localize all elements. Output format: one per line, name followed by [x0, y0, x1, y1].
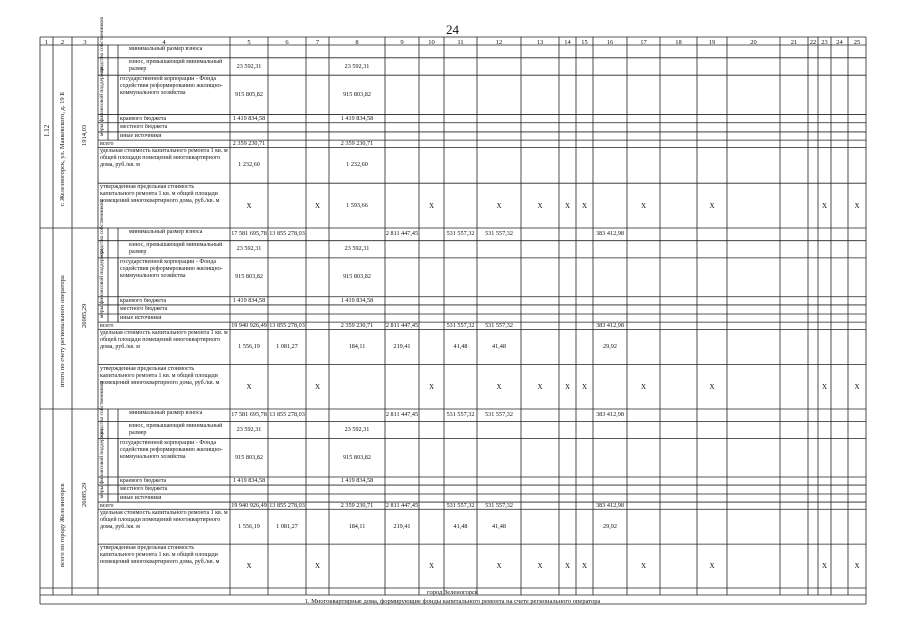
value-cell: 184,11	[348, 343, 366, 350]
column-number: 23	[821, 39, 828, 46]
value-cell: 184,11	[348, 522, 366, 530]
row-label: минимальный размер взноса	[129, 410, 203, 416]
value-cell: 1 419 834,58	[232, 296, 266, 304]
value-cell: 531 557,32	[446, 321, 475, 329]
x-mark: X	[709, 562, 715, 571]
value-cell: 41,48	[492, 343, 506, 350]
row-label: утвержденная предельная стоимость капитального ремонта 1 кв. м общей площади помещений многоквартирного дома, руб./кв. м	[100, 365, 220, 386]
value-cell: 1 419 834,58	[232, 477, 266, 485]
value-cell: 219,41	[393, 343, 411, 350]
value-cell: 23 592,31	[236, 245, 262, 253]
value-cell: 1 556,19	[238, 343, 260, 350]
value-cell: 13 855 278,03	[269, 501, 305, 509]
x-mark: X	[496, 382, 502, 391]
value-cell: 13 855 278,03	[269, 411, 305, 419]
x-mark: X	[496, 201, 502, 210]
row-label: взнос, превышающий минимальный размер	[129, 241, 223, 255]
value-cell: 2 359 230,71	[232, 139, 266, 147]
column-number: 24	[836, 39, 843, 46]
row-label: иные источники	[120, 495, 162, 502]
value-cell: 531 557,32	[485, 321, 513, 329]
value-cell: 383 412,98	[596, 501, 624, 509]
row-label: всего	[100, 503, 114, 510]
support-label: меры финансовой поддержки	[99, 248, 105, 319]
value-cell: 2 359 230,71	[340, 321, 374, 329]
column-number: 19	[708, 39, 716, 46]
x-mark: X	[314, 562, 321, 571]
x-mark: X	[564, 382, 571, 391]
value-cell: 531 557,32	[446, 230, 475, 238]
x-mark: X	[854, 382, 860, 391]
value-cell: 2 359 230,71	[340, 139, 374, 147]
column-number: 1	[44, 39, 49, 46]
x-mark: X	[821, 382, 828, 391]
row-label: удельная стоимость капитального ремонта 1 кв. м общей площади помещений многоквартирного дома, руб./кв. м	[100, 510, 228, 531]
value-cell: 41,48	[453, 522, 468, 530]
x-mark: X	[709, 201, 715, 210]
column-number: 6	[285, 39, 289, 46]
row-label: удельная стоимость капитального ремонта 1 кв. м общей площади помещений многоквартирного дома, руб./кв. м	[100, 330, 228, 351]
column-number: 14	[564, 39, 571, 46]
value-cell: 1 081,27	[276, 343, 298, 350]
x-mark: X	[246, 382, 252, 391]
value-cell: 2 811 447,45	[385, 411, 419, 419]
own-funds-label: средства собственников	[99, 17, 105, 74]
column-number: 17	[640, 39, 647, 46]
column-number: 5	[247, 39, 251, 46]
column-number: 8	[355, 39, 359, 46]
row-label: утвержденная предельная стоимость капитального ремонта 1 кв. м общей площади помещений многоквартирного дома, руб./кв. м	[100, 184, 220, 205]
row-label: иные источники	[120, 314, 162, 321]
column-number: 7	[315, 39, 320, 46]
x-mark: X	[246, 201, 252, 210]
value-cell: 17 581 695,78	[231, 230, 267, 238]
value-cell: 915 803,82	[343, 273, 371, 281]
x-mark: X	[537, 562, 543, 571]
value-cell: 2 811 447,45	[385, 501, 419, 509]
column-number: 25	[853, 39, 861, 46]
own-funds-label: средства собственников	[99, 380, 105, 437]
column-number: 3	[83, 39, 87, 46]
value-cell: 29,92	[603, 522, 617, 530]
column-number: 20	[750, 39, 757, 46]
row-label: всего	[100, 141, 114, 148]
x-mark: X	[314, 382, 321, 391]
value-cell: 531 557,32	[485, 411, 513, 419]
column-number: 16	[606, 39, 614, 46]
column-number: 11	[457, 39, 464, 46]
value-cell: 915 803,82	[343, 90, 371, 98]
value-cell: 383 412,98	[596, 230, 624, 238]
column-number: 10	[428, 39, 435, 46]
footer-section: 1. Многоквартирные дома, формирующие фонды капитального ремонта на счете регионального оператора	[304, 598, 601, 605]
value-cell: 2 359 230,71	[340, 501, 374, 509]
column-number: 15	[581, 39, 588, 46]
x-mark: X	[564, 201, 571, 210]
value-cell: 531 557,32	[446, 501, 475, 509]
x-mark: X	[640, 562, 647, 571]
value-cell: 915 805,82	[235, 90, 263, 98]
row-label: утвержденная предельная стоимость капитального ремонта 1 кв. м общей площади помещений многоквартирного дома, руб./кв. м	[100, 545, 220, 566]
value-cell: 23 592,31	[236, 62, 262, 70]
support-label: меры финансовой поддержки	[99, 67, 105, 137]
own-funds-label: средства собственников	[99, 199, 105, 256]
value-cell: 13 855 278,03	[269, 321, 305, 329]
footer-city: город Зеленогорск	[426, 589, 479, 596]
column-number: 2	[60, 39, 65, 46]
x-mark: X	[428, 382, 435, 391]
value-cell: 915 803,82	[235, 453, 263, 461]
row-label: взнос, превышающий минимальный размер	[129, 58, 223, 72]
x-mark: X	[709, 382, 715, 391]
x-mark: X	[821, 201, 828, 210]
value-cell: 29,92	[603, 343, 617, 350]
value-cell: 531 557,32	[485, 501, 513, 509]
value-cell: 1 232,60	[238, 161, 260, 169]
value-cell: 19 940 926,49	[231, 501, 267, 509]
column-number: 18	[675, 39, 682, 46]
x-mark: X	[537, 201, 543, 210]
address-cell: итого по счету регионального оператора	[58, 275, 66, 388]
value-cell: 531 557,32	[446, 411, 475, 419]
row-label: государственной корпорации - Фонда содействия реформированию жилищно-коммунального хозяйства	[120, 76, 223, 97]
row-label: иные источники	[120, 132, 162, 139]
row-label: местного бюджета	[120, 123, 168, 130]
value-cell: 219,41	[393, 522, 411, 530]
column-number: 22	[809, 39, 817, 46]
x-mark: X	[854, 201, 860, 210]
value-cell: 19 940 926,49	[231, 321, 267, 329]
column-number: 12	[495, 39, 503, 46]
value-cell: 23 592,31	[344, 245, 370, 253]
column-number: 13	[536, 39, 544, 46]
value-cell: 2 811 447,45	[385, 321, 419, 329]
value-cell: 2 811 447,45	[385, 230, 419, 238]
x-mark: X	[428, 562, 435, 571]
value-cell: 383 412,98	[596, 321, 624, 329]
value-cell: 41,48	[492, 522, 506, 530]
address-cell: всего по городу Железногорск	[58, 482, 66, 567]
row-label: государственной корпорации - Фонда содействия реформированию жилищно-коммунального хозяйства	[120, 258, 223, 279]
area-cell: 26085,29	[81, 483, 88, 508]
value-cell: 13 855 278,03	[269, 230, 305, 238]
value-cell: 1 419 834,58	[232, 114, 266, 122]
address-cell: г. Железногорск, ул. Маяковского, д. 19 Б	[58, 92, 66, 207]
x-mark: X	[428, 201, 435, 210]
value-cell: 383 412,98	[596, 411, 624, 419]
value-cell: 1 419 834,58	[340, 477, 374, 485]
x-mark: X	[496, 562, 502, 571]
row-label: минимальный размер взноса	[129, 46, 203, 52]
x-mark: X	[246, 562, 252, 571]
value-cell: 23 592,31	[236, 426, 262, 434]
x-mark: X	[581, 382, 588, 391]
x-mark: X	[821, 562, 828, 571]
row-number: 1.12	[42, 124, 51, 137]
value-cell: 1 593,66	[346, 201, 368, 209]
row-label: государственной корпорации - Фонда содействия реформированию жилищно-коммунального хозяйства	[120, 439, 223, 460]
row-label: взнос, превышающий минимальный размер	[129, 422, 223, 436]
x-mark: X	[581, 562, 588, 571]
value-cell: 915 803,82	[235, 273, 263, 281]
x-mark: X	[640, 382, 647, 391]
row-label: всего	[100, 323, 114, 330]
value-cell: 531 557,32	[485, 230, 513, 238]
support-label: меры финансовой поддержки	[99, 428, 105, 499]
row-label: удельная стоимость капитального ремонта 1 кв. м общей площади помещений многоквартирного дома, руб./кв. м	[100, 148, 228, 169]
column-number: 9	[400, 39, 404, 46]
x-mark: X	[581, 201, 588, 210]
value-cell: 915 803,82	[343, 453, 371, 461]
value-cell: 1 419 834,58	[340, 296, 374, 304]
x-mark: X	[314, 201, 321, 210]
area-cell: 1914,03	[81, 124, 88, 146]
x-mark: X	[640, 201, 647, 210]
row-label: местного бюджета	[120, 486, 168, 493]
value-cell: 17 581 695,78	[231, 411, 267, 419]
value-cell: 1 419 834,58	[340, 114, 374, 122]
column-number: 21	[790, 39, 798, 46]
value-cell: 23 592,31	[344, 62, 370, 70]
row-label: краевого бюджета	[120, 297, 167, 304]
value-cell: 23 592,31	[344, 426, 370, 434]
column-number: 4	[162, 39, 166, 46]
area-cell: 26085,29	[81, 303, 88, 328]
row-label: минимальный размер взноса	[129, 229, 203, 235]
value-cell: 1 081,27	[276, 522, 298, 530]
row-label: краевого бюджета	[120, 115, 167, 122]
page-number: 24	[446, 22, 459, 37]
x-mark: X	[564, 562, 571, 571]
x-mark: X	[854, 562, 860, 571]
row-label: местного бюджета	[120, 305, 168, 312]
value-cell: 1 556,19	[238, 522, 260, 530]
value-cell: 41,48	[453, 343, 468, 350]
x-mark: X	[537, 382, 543, 391]
row-label: краевого бюджета	[120, 478, 167, 485]
value-cell: 1 232,60	[346, 161, 368, 169]
